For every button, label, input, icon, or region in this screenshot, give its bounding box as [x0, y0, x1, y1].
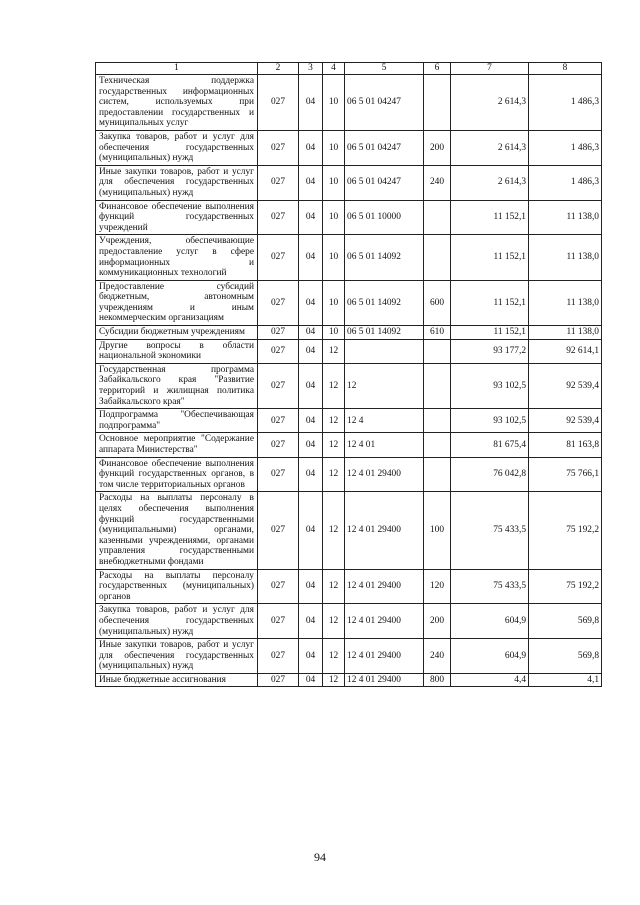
row-sum-1: 2 614,3 [451, 75, 529, 131]
row-sum-2: 11 138,0 [529, 235, 602, 280]
row-vr: 600 [424, 280, 451, 325]
row-pr: 12 [323, 604, 345, 639]
row-pr: 12 [323, 639, 345, 674]
row-vr: 100 [424, 492, 451, 569]
row-sum-2: 75 766,1 [529, 457, 602, 492]
header-cell: 2 [258, 63, 299, 75]
row-vr [424, 235, 451, 280]
row-sum-2: 4,1 [529, 673, 602, 687]
row-csr: 06 5 01 04247 [345, 165, 424, 200]
row-csr: 12 4 01 29400 [345, 673, 424, 687]
row-vr [424, 457, 451, 492]
row-rz: 04 [299, 235, 323, 280]
table-row [96, 639, 602, 674]
table-row [96, 604, 602, 639]
table-row [96, 492, 602, 569]
row-sum-2: 569,8 [529, 639, 602, 674]
budget-table [95, 62, 602, 687]
table-body [96, 75, 602, 687]
row-csr: 12 4 01 29400 [345, 604, 424, 639]
row-sum-2: 75 192,2 [529, 569, 602, 604]
row-vr: 200 [424, 604, 451, 639]
table-row [96, 326, 602, 340]
table-row [96, 200, 602, 235]
row-name: Иные закупки товаров, работ и услуг для обеспечения государственных (муниципальных) нужд [96, 639, 258, 674]
row-csr: 12 4 01 [345, 433, 424, 457]
row-rz: 04 [299, 673, 323, 687]
row-vr: 240 [424, 165, 451, 200]
row-ved: 027 [258, 200, 299, 235]
row-rz: 04 [299, 130, 323, 165]
row-rz: 04 [299, 604, 323, 639]
row-vr: 120 [424, 569, 451, 604]
header-cell: 5 [345, 63, 424, 75]
row-csr: 12 4 01 29400 [345, 639, 424, 674]
row-sum-2: 92 614,1 [529, 339, 602, 363]
row-csr: 06 5 01 14092 [345, 280, 424, 325]
row-pr: 10 [323, 75, 345, 131]
row-ved: 027 [258, 492, 299, 569]
row-name: Субсидии бюджетным учреждениям [96, 326, 258, 340]
row-sum-1: 75 433,5 [451, 569, 529, 604]
row-ved: 027 [258, 75, 299, 131]
row-vr: 240 [424, 639, 451, 674]
row-csr: 06 5 01 04247 [345, 130, 424, 165]
row-rz: 04 [299, 280, 323, 325]
row-vr: 610 [424, 326, 451, 340]
row-pr: 10 [323, 235, 345, 280]
table-row [96, 165, 602, 200]
row-csr: 06 5 01 14092 [345, 235, 424, 280]
row-sum-2: 11 138,0 [529, 280, 602, 325]
header-cell: 7 [451, 63, 529, 75]
row-csr: 06 5 01 14092 [345, 326, 424, 340]
table-row [96, 235, 602, 280]
row-ved: 027 [258, 433, 299, 457]
table-row [96, 569, 602, 604]
table-header [96, 63, 602, 75]
row-pr: 12 [323, 339, 345, 363]
row-sum-1: 11 152,1 [451, 326, 529, 340]
row-csr: 12 [345, 363, 424, 408]
page-number: 94 [314, 850, 326, 864]
row-rz: 04 [299, 569, 323, 604]
row-rz: 04 [299, 165, 323, 200]
row-sum-1: 93 102,5 [451, 409, 529, 433]
row-sum-1: 11 152,1 [451, 235, 529, 280]
table-row [96, 280, 602, 325]
table-row [96, 409, 602, 433]
row-pr: 12 [323, 492, 345, 569]
row-name: Подпрограмма "Обеспечивающая подпрограмма" [96, 409, 258, 433]
row-pr: 10 [323, 200, 345, 235]
row-sum-1: 93 102,5 [451, 363, 529, 408]
row-sum-2: 11 138,0 [529, 200, 602, 235]
row-pr: 10 [323, 165, 345, 200]
row-name: Иные закупки товаров, работ и услуг для обеспечения государственных (муниципальных) нужд [96, 165, 258, 200]
header-cell: 1 [96, 63, 258, 75]
row-name: Предоставление субсидий бюджетным, автономным учреждениям и иным некоммерческим организациям [96, 280, 258, 325]
row-csr: 12 4 01 29400 [345, 457, 424, 492]
row-vr: 200 [424, 130, 451, 165]
row-pr: 10 [323, 326, 345, 340]
row-rz: 04 [299, 363, 323, 408]
row-name: Иные бюджетные ассигнования [96, 673, 258, 687]
row-sum-1: 81 675,4 [451, 433, 529, 457]
row-sum-2: 75 192,2 [529, 492, 602, 569]
row-csr: 06 5 01 04247 [345, 75, 424, 131]
row-name: Расходы на выплаты персоналу государственных (муниципальных) органов [96, 569, 258, 604]
row-pr: 12 [323, 409, 345, 433]
row-pr: 12 [323, 673, 345, 687]
row-sum-2: 81 163,8 [529, 433, 602, 457]
row-ved: 027 [258, 604, 299, 639]
table-row [96, 363, 602, 408]
row-pr: 12 [323, 433, 345, 457]
row-sum-2: 1 486,3 [529, 75, 602, 131]
row-vr [424, 433, 451, 457]
row-name: Другие вопросы в области национальной экономики [96, 339, 258, 363]
row-name: Закупка товаров, работ и услуг для обеспечения государственных (муниципальных) нужд [96, 130, 258, 165]
row-sum-1: 11 152,1 [451, 200, 529, 235]
row-sum-1: 2 614,3 [451, 130, 529, 165]
row-pr: 10 [323, 130, 345, 165]
row-ved: 027 [258, 673, 299, 687]
row-csr: 06 5 01 10000 [345, 200, 424, 235]
row-sum-2: 92 539,4 [529, 409, 602, 433]
row-sum-1: 11 152,1 [451, 280, 529, 325]
table-row [96, 673, 602, 687]
table-row [96, 339, 602, 363]
table-row [96, 433, 602, 457]
row-rz: 04 [299, 75, 323, 131]
row-ved: 027 [258, 409, 299, 433]
header-row [96, 63, 602, 75]
row-sum-1: 76 042,8 [451, 457, 529, 492]
row-ved: 027 [258, 130, 299, 165]
row-vr [424, 363, 451, 408]
row-ved: 027 [258, 639, 299, 674]
row-name: Закупка товаров, работ и услуг для обеспечения государственных (муниципальных) нужд [96, 604, 258, 639]
row-ved: 027 [258, 165, 299, 200]
row-sum-1: 604,9 [451, 639, 529, 674]
row-ved: 027 [258, 326, 299, 340]
row-rz: 04 [299, 492, 323, 569]
row-name: Государственная программа Забайкальского края "Развитие территорий и жилищная политика Забайкальского края" [96, 363, 258, 408]
row-pr: 12 [323, 569, 345, 604]
header-cell: 6 [424, 63, 451, 75]
row-sum-1: 75 433,5 [451, 492, 529, 569]
row-vr [424, 75, 451, 131]
row-rz: 04 [299, 200, 323, 235]
row-sum-2: 11 138,0 [529, 326, 602, 340]
row-sum-1: 93 177,2 [451, 339, 529, 363]
row-rz: 04 [299, 433, 323, 457]
row-sum-1: 4,4 [451, 673, 529, 687]
row-csr [345, 339, 424, 363]
row-ved: 027 [258, 235, 299, 280]
row-name: Финансовое обеспечение выполнения функций государственных учреждений [96, 200, 258, 235]
header-cell: 8 [529, 63, 602, 75]
row-pr: 12 [323, 363, 345, 408]
row-vr [424, 200, 451, 235]
row-vr [424, 339, 451, 363]
row-sum-2: 92 539,4 [529, 363, 602, 408]
table-row [96, 457, 602, 492]
row-csr: 12 4 01 29400 [345, 569, 424, 604]
row-csr: 12 4 [345, 409, 424, 433]
row-ved: 027 [258, 363, 299, 408]
row-sum-2: 1 486,3 [529, 165, 602, 200]
row-ved: 027 [258, 457, 299, 492]
row-name: Учреждения, обеспечивающие предоставление услуг в сфере информационных и коммуникационных технологий [96, 235, 258, 280]
row-sum-1: 2 614,3 [451, 165, 529, 200]
row-rz: 04 [299, 326, 323, 340]
header-cell: 4 [323, 63, 345, 75]
row-sum-2: 569,8 [529, 604, 602, 639]
row-sum-1: 604,9 [451, 604, 529, 639]
row-pr: 12 [323, 457, 345, 492]
row-csr: 12 4 01 29400 [345, 492, 424, 569]
row-rz: 04 [299, 457, 323, 492]
row-vr [424, 409, 451, 433]
row-name: Техническая поддержка государственных информационных систем, используемых при предоставлении государственных и муниципальных услуг [96, 75, 258, 131]
row-ved: 027 [258, 280, 299, 325]
table-row [96, 75, 602, 131]
row-name: Финансовое обеспечение выполнения функций государственных органов, в том числе территориальных органов [96, 457, 258, 492]
row-rz: 04 [299, 409, 323, 433]
row-ved: 027 [258, 339, 299, 363]
row-name: Расходы на выплаты персоналу в целях обеспечения выполнения функций государственными (муниципальными) органами, казенными учреждениями, органами управления государственными внебюджетными фондами [96, 492, 258, 569]
row-rz: 04 [299, 339, 323, 363]
header-cell: 3 [299, 63, 323, 75]
row-rz: 04 [299, 639, 323, 674]
row-sum-2: 1 486,3 [529, 130, 602, 165]
row-pr: 10 [323, 280, 345, 325]
row-ved: 027 [258, 569, 299, 604]
row-name: Основное мероприятие "Содержание аппарата Министерства" [96, 433, 258, 457]
table-row [96, 130, 602, 165]
row-vr: 800 [424, 673, 451, 687]
